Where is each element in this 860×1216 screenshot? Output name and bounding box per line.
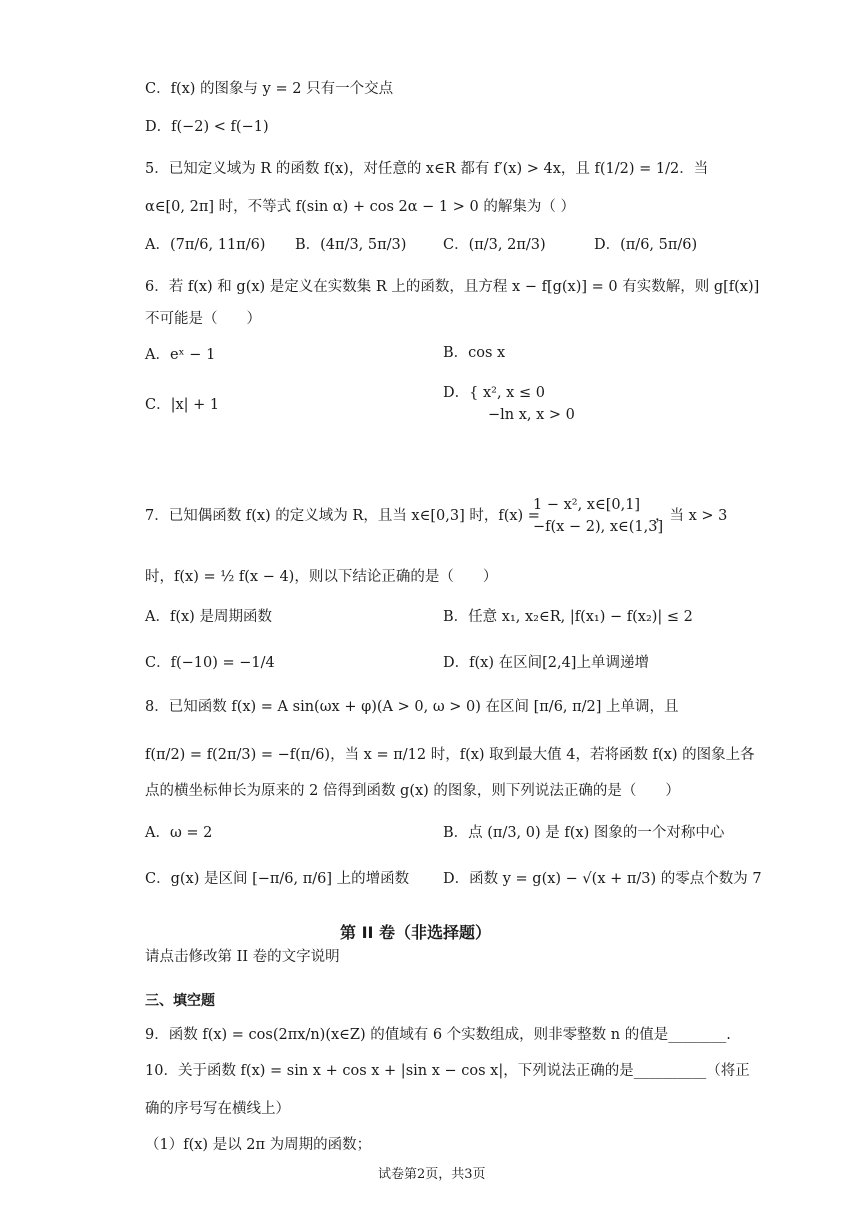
question-9: 9．函数 f(x) = cos(2πx/n)(x∈Z) 的值域有 6 个实数组成，则非零整数 n 的值是________. — [145, 1027, 731, 1043]
option-4d: D．f(−2) < f(−1) — [145, 119, 269, 135]
question-7-line-1a: 7．已知偶函数 f(x) 的定义域为 R，且当 x∈[0,3] 时，f(x) = — [145, 508, 540, 524]
question-7-line-1c: ，当 x > 3 — [655, 508, 728, 524]
question-6-line-2: 不可能是（ ） — [145, 311, 261, 327]
question-10-line-2: 确的序号写在横线上） — [145, 1101, 290, 1117]
option-7a: A．f(x) 是周期函数 — [145, 609, 272, 625]
question-10-item-1: （1）f(x) 是以 2π 为周期的函数； — [145, 1137, 372, 1153]
question-10-line-1: 10．关于函数 f(x) = sin x + cos x + |sin x − cos x|，下列说法正确的是__________（将正 — [145, 1063, 750, 1079]
page-footer: 试卷第2页，共3页 — [378, 1167, 486, 1182]
option-8a: A．ω = 2 — [145, 825, 213, 841]
question-8-line-3: 点的横坐标伸长为原来的 2 倍得到函数 g(x) 的图象，则下列说法正确的是（ ） — [145, 783, 680, 799]
question-8-line-2: f(π/2) = f(2π/3) = −f(π/6)，当 x = π/12 时，f(x) 取到最大值 4，若将函数 f(x) 的图象上各 — [145, 747, 755, 763]
option-6d-line-1: D．{ x², x ≤ 0 — [443, 385, 545, 401]
option-8c: C．g(x) 是区间 [−π/6, π/6] 上的增函数 — [145, 871, 410, 887]
option-8d: D．函数 y = g(x) − √(x + π/3) 的零点个数为 7 — [443, 871, 762, 887]
option-7b: B．任意 x₁, x₂∈R, |f(x₁) − f(x₂)| ≤ 2 — [443, 609, 693, 625]
question-7-line-2: 时，f(x) = ½ f(x − 4)，则以下结论正确的是（ ） — [145, 569, 498, 585]
option-6b: B．cos x — [443, 345, 506, 361]
option-6a: A．eˣ − 1 — [145, 347, 216, 363]
volume-2-note[interactable]: 请点击修改第 II 卷的文字说明 — [145, 949, 340, 965]
option-8b: B．点 (π/3, 0) 是 f(x) 图象的一个对称中心 — [443, 825, 725, 841]
option-7c: C．f(−10) = −1/4 — [145, 655, 275, 671]
question-7-piece-2: −f(x − 2), x∈(1,3] — [533, 519, 664, 535]
question-5-line-1: 5．已知定义域为 R 的函数 f(x)，对任意的 x∈R 都有 f′(x) > 4x，且 f(1/2) = 1/2．当 — [145, 161, 709, 177]
option-5b: B．(4π/3, 5π/3) — [295, 237, 407, 253]
option-6c: C．|x| + 1 — [145, 397, 220, 413]
option-6d-line-2: −ln x, x > 0 — [488, 407, 575, 423]
section-heading-fill-in: 三、填空题 — [145, 993, 215, 1009]
question-7-piece-1: 1 − x², x∈[0,1] — [533, 497, 641, 513]
question-6-line-1: 6．若 f(x) 和 g(x) 是定义在实数集 R 上的函数，且方程 x − f[g(x)] = 0 有实数解，则 g[f(x)] — [145, 279, 760, 295]
option-5c: C．(π/3, 2π/3) — [443, 237, 546, 253]
option-7d: D．f(x) 在区间[2,4]上单调递增 — [443, 655, 649, 671]
question-5-line-2: α∈[0, 2π] 时，不等式 f(sin α) + cos 2α − 1 > 0 的解集为（ ） — [145, 199, 575, 215]
option-5a: A．(7π/6, 11π/6) — [145, 237, 266, 253]
volume-2-title: 第 II 卷（非选择题） — [340, 923, 492, 942]
question-8-line-1: 8．已知函数 f(x) = A sin(ωx + φ)(A > 0, ω > 0) 在区间 [π/6, π/2] 上单调，且 — [145, 699, 679, 715]
option-4c: C．f(x) 的图象与 y = 2 只有一个交点 — [145, 81, 394, 97]
option-5d: D．(π/6, 5π/6) — [594, 237, 698, 253]
